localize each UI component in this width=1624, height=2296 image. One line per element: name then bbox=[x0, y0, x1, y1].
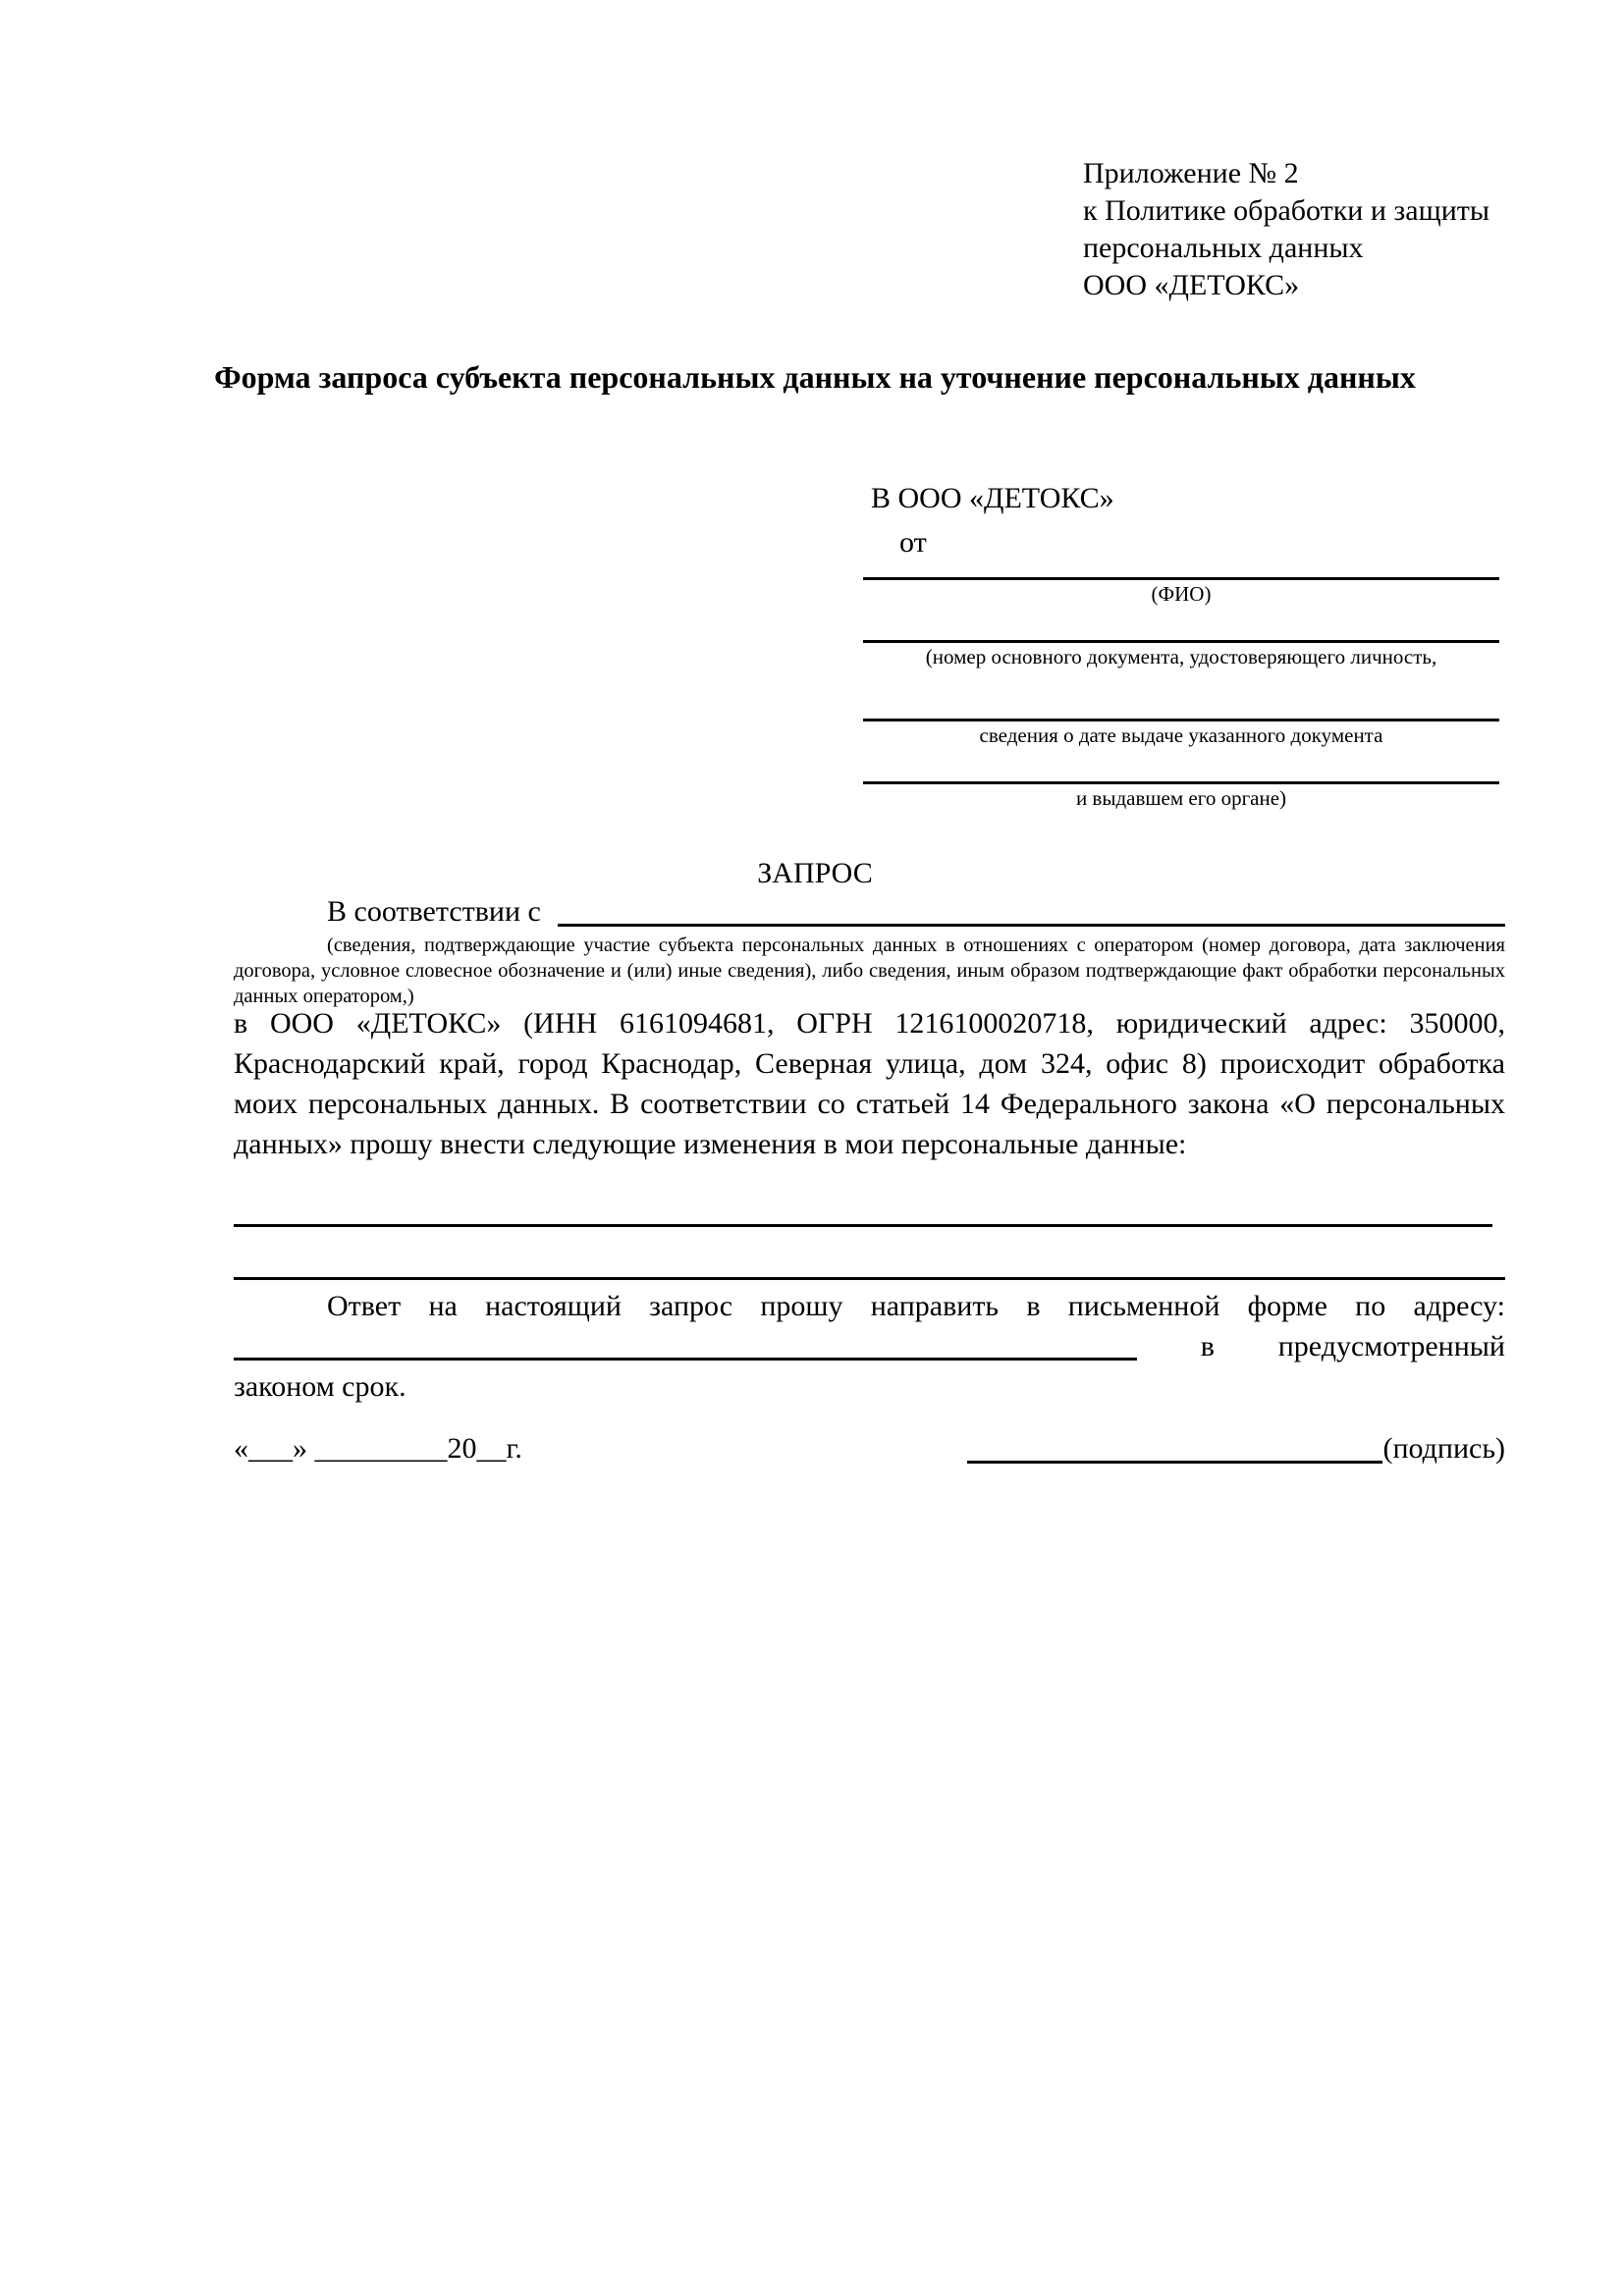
id-document-field-caption: (номер основного документа, удостоверяющего личность, bbox=[925, 645, 1437, 668]
date-field-blank: «___» _________20__г. bbox=[234, 1432, 522, 1465]
basis-line bbox=[234, 889, 1505, 934]
answer-line: Ответ на настоящий запрос прошу направить в письменной форме по адресу: bbox=[327, 1290, 1505, 1322]
fio-field-caption: (ФИО) bbox=[1151, 582, 1212, 606]
signature-field bbox=[967, 1428, 1505, 1469]
basis-field-blank bbox=[558, 924, 1505, 927]
signature-blank bbox=[967, 1461, 1382, 1464]
basis-prefix: В соответствии с bbox=[327, 895, 549, 928]
appendix-note-line: к Политике обработки и защиты bbox=[1083, 194, 1490, 227]
signature-caption: (подпись) bbox=[1382, 1432, 1505, 1465]
request-heading: ЗАПРОС bbox=[757, 857, 873, 889]
signature-row bbox=[234, 1428, 1505, 1469]
applicant-fields bbox=[863, 540, 1499, 812]
appendix-note-line: ООО «ДЕТОКС» bbox=[1083, 269, 1300, 301]
id-document-field-blank bbox=[863, 608, 1499, 643]
issue-date-field-caption: сведения о дате выдаче указанного документа bbox=[979, 723, 1383, 747]
answer-word-v: в bbox=[1200, 1330, 1215, 1362]
answer-word-predusmotrenny: предусмотренный bbox=[1277, 1330, 1505, 1362]
changes-field-blank-2 bbox=[234, 1277, 1505, 1280]
request-body: в ООО «ДЕТОКС» (ИНН 6161094681, ОГРН 1216100020718, юридический адрес: 350000, Краснодарский край, город Краснодар, Северная улица, дом 324, офис 8) происходит обработка моих персональных данных. В соответствии со статьей 14 Федерального закона «О персональных данных» прошу внести следующие изменения в мои персональные данные: bbox=[234, 1007, 1505, 1160]
fio-field-blank bbox=[863, 540, 1499, 580]
form-title: Форма запроса субъекта персональных данных на уточнение персональных данных bbox=[214, 359, 1416, 395]
appendix-note-line: Приложение № 2 bbox=[1083, 157, 1299, 189]
basis-note: (сведения, подтверждающие участие субъекта персональных данных в отношениях с оператором (номер договора, дата заключения договора, условное словесное обозначение и (или) иные сведения), либо сведения, иным образом подтверждающие факт обработки персональных данных оператором,) bbox=[234, 934, 1505, 1007]
changes-field-blank-1 bbox=[234, 1224, 1492, 1227]
issuing-authority-field-blank bbox=[863, 749, 1499, 784]
issuing-authority-field-caption: и выдавшем его органе) bbox=[1075, 786, 1287, 810]
from-label: от bbox=[899, 526, 927, 559]
appendix-note bbox=[1083, 155, 1489, 304]
address-blank-row bbox=[234, 1326, 1505, 1366]
addressee-company: В ООО «ДЕТОКС» bbox=[871, 482, 1114, 514]
answer-paragraph bbox=[234, 1286, 1505, 1407]
address-field-blank bbox=[234, 1358, 1137, 1361]
issue-date-field-blank bbox=[863, 670, 1499, 721]
appendix-note-line: персональных данных bbox=[1083, 232, 1364, 264]
answer-tail: законом срок. bbox=[234, 1370, 406, 1403]
